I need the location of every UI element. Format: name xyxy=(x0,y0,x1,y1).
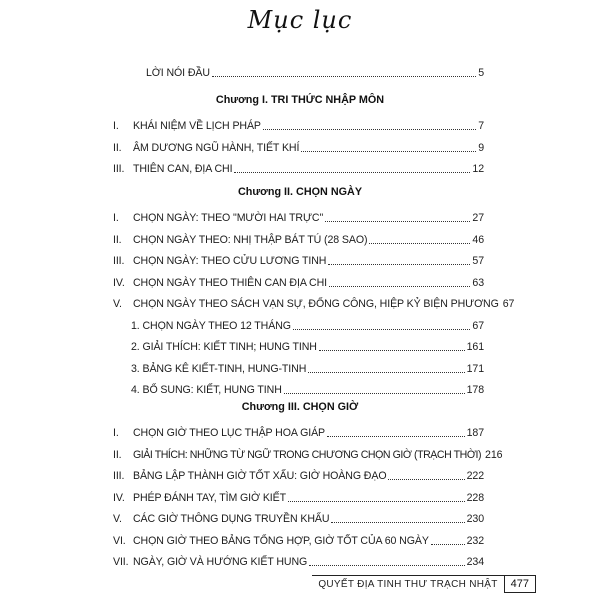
toc-entry-page: 216 xyxy=(485,449,503,461)
leader-dots xyxy=(327,435,465,437)
toc-entry-number: II. xyxy=(113,142,122,154)
toc-entry-page: 234 xyxy=(466,556,484,568)
toc-entry[interactable] xyxy=(113,491,484,505)
page-title: Mục lục xyxy=(247,6,353,34)
toc-entry[interactable] xyxy=(113,448,503,462)
toc-entry[interactable] xyxy=(113,211,484,225)
toc-subentry[interactable] xyxy=(131,383,484,397)
toc-entry-number: I. xyxy=(113,120,119,132)
toc-entry[interactable] xyxy=(113,534,484,548)
toc-entry-page: 27 xyxy=(472,212,484,224)
toc-entry-text: 2. GIẢI THÍCH: KIẾT TINH; HUNG TINH xyxy=(131,341,317,353)
toc-entry-number: III. xyxy=(113,255,125,267)
toc-entry-page: 46 xyxy=(472,234,484,246)
toc-entry-intro[interactable] xyxy=(146,66,484,80)
toc-entry-text: LỜI NÓI ĐẦU xyxy=(146,67,210,79)
toc-entry[interactable] xyxy=(113,233,484,247)
toc-entry-number: III. xyxy=(113,163,125,175)
toc-entry-page: 230 xyxy=(466,513,484,525)
leader-dots xyxy=(301,150,476,152)
running-footer xyxy=(312,575,536,593)
toc-entry[interactable] xyxy=(113,297,515,311)
toc-entry-number: I. xyxy=(113,427,119,439)
toc-entry-number: II. xyxy=(113,449,122,461)
toc-entry-text: NGÀY, GIỜ VÀ HƯỚNG KIẾT HUNG xyxy=(133,556,308,568)
leader-dots xyxy=(284,392,465,394)
toc-subentry[interactable] xyxy=(131,340,484,354)
leader-dots xyxy=(369,242,470,244)
toc-entry-text: BẢNG LẬP THÀNH GIỜ TỐT XẤU: GIỜ HOÀNG ĐẠO xyxy=(133,470,387,482)
toc-entry-text: CHỌN NGÀY THEO SÁCH VẠN SỰ, ĐỔNG CÔNG, HIỆP KỶ BIỆN PHƯƠNG xyxy=(133,298,499,310)
toc-entry-page: 228 xyxy=(466,492,484,504)
leader-dots xyxy=(325,220,470,222)
toc-entry-page: 171 xyxy=(466,363,484,375)
toc-entry-page: 63 xyxy=(472,277,484,289)
toc-entry-text: CHỌN NGÀY: THEO CỬU LƯƠNG TINH xyxy=(133,255,327,267)
toc-entry-page: 67 xyxy=(502,298,515,310)
toc-entry-text: CÁC GIỜ THÔNG DỤNG TRUYỀN KHẨU xyxy=(133,513,330,525)
toc-entry-number: I. xyxy=(113,212,119,224)
toc-entry-text: CHỌN GIỜ THEO LỤC THẬP HOA GIÁP xyxy=(133,427,326,439)
toc-entry-text: THIÊN CAN, ĐỊA CHI xyxy=(133,163,233,175)
toc-entry-number: VI. xyxy=(113,535,126,547)
leader-dots xyxy=(263,128,476,130)
toc-entry[interactable] xyxy=(113,469,484,483)
chapter-heading: Chương III. CHỌN GIỜ xyxy=(241,401,359,413)
toc-entry-page: 67 xyxy=(472,320,484,332)
toc-entry[interactable] xyxy=(113,141,484,155)
leader-dots xyxy=(293,328,471,330)
toc-entry-number: V. xyxy=(113,298,122,310)
toc-entry-page: 7 xyxy=(478,120,484,132)
leader-dots xyxy=(328,263,470,265)
toc-entry-text: PHÉP ĐÁNH TAY, TÌM GIỜ KIẾT xyxy=(133,492,286,504)
toc-entry-number: IV. xyxy=(113,277,125,289)
toc-entry[interactable] xyxy=(113,512,484,526)
toc-entry-page: 222 xyxy=(466,470,484,482)
toc-entry-text: CHỌN NGÀY THEO THIÊN CAN ĐỊA CHI xyxy=(133,277,327,289)
toc-entry-page: 178 xyxy=(466,384,484,396)
toc-subentry[interactable] xyxy=(131,319,484,333)
toc-subentry[interactable] xyxy=(131,362,484,376)
toc-entry-page: 5 xyxy=(478,67,484,79)
toc-entry[interactable] xyxy=(113,162,484,176)
footer-book-title: QUYẾT ĐỊA TINH THƯ TRẠCH NHẬT xyxy=(312,575,503,593)
toc-entry[interactable] xyxy=(113,276,484,290)
toc-entry[interactable] xyxy=(113,254,484,268)
footer-page-number: 477 xyxy=(504,575,536,593)
leader-dots xyxy=(212,75,476,77)
toc-entry-text: CHỌN NGÀY THEO: NHỊ THẬP BÁT TÚ (28 SAO) xyxy=(133,234,368,246)
leader-dots xyxy=(319,349,465,351)
toc-entry-text: CHỌN NGÀY: THEO "MƯỜI HAI TRỰC" xyxy=(133,212,324,224)
toc-entry-text: 4. BỔ SUNG: KIẾT, HUNG TINH xyxy=(131,384,282,396)
toc-entry-page: 12 xyxy=(472,163,484,175)
toc-entry-number: VII. xyxy=(113,556,129,568)
toc-entry-text: ÂM DƯƠNG NGŨ HÀNH, TIẾT KHÍ xyxy=(133,142,300,154)
toc-entry-page: 57 xyxy=(472,255,484,267)
toc-entry[interactable] xyxy=(113,426,484,440)
toc-entry-page: 232 xyxy=(466,535,484,547)
leader-dots xyxy=(431,543,465,545)
toc-entry-page: 187 xyxy=(466,427,484,439)
toc-entry-text: GIẢI THÍCH: NHỮNG TỪ NGỮ TRONG CHƯƠNG CHỌN GIỜ (TRẠCH THỜI) xyxy=(133,449,482,461)
leader-dots xyxy=(309,564,464,566)
toc-entry-number: IV. xyxy=(113,492,125,504)
leader-dots xyxy=(308,371,464,373)
leader-dots xyxy=(234,171,470,173)
toc-entry-text: KHÁI NIỆM VỀ LỊCH PHÁP xyxy=(133,120,261,132)
toc-entry-number: III. xyxy=(113,470,125,482)
chapter-heading: Chương I. TRI THỨC NHẬP MÔN xyxy=(215,94,385,106)
chapter-heading: Chương II. CHỌN NGÀY xyxy=(237,186,363,198)
toc-entry[interactable] xyxy=(113,555,484,569)
leader-dots xyxy=(288,500,465,502)
toc-entry-page: 9 xyxy=(478,142,484,154)
toc-entry-text: CHỌN GIỜ THEO BẢNG TỔNG HỢP, GIỜ TỐT CỦA 60 NGÀY xyxy=(133,535,429,547)
toc-entry-number: II. xyxy=(113,234,122,246)
toc-entry-number: V. xyxy=(113,513,122,525)
leader-dots xyxy=(331,521,464,523)
toc-entry-page: 161 xyxy=(466,341,484,353)
toc-entry-text: 3. BẢNG KÊ KIẾT-TINH, HUNG-TINH xyxy=(131,363,307,375)
leader-dots xyxy=(329,285,470,287)
toc-entry[interactable] xyxy=(113,119,484,133)
toc-entry-text: 1. CHỌN NGÀY THEO 12 THÁNG xyxy=(131,320,291,332)
leader-dots xyxy=(388,478,464,480)
